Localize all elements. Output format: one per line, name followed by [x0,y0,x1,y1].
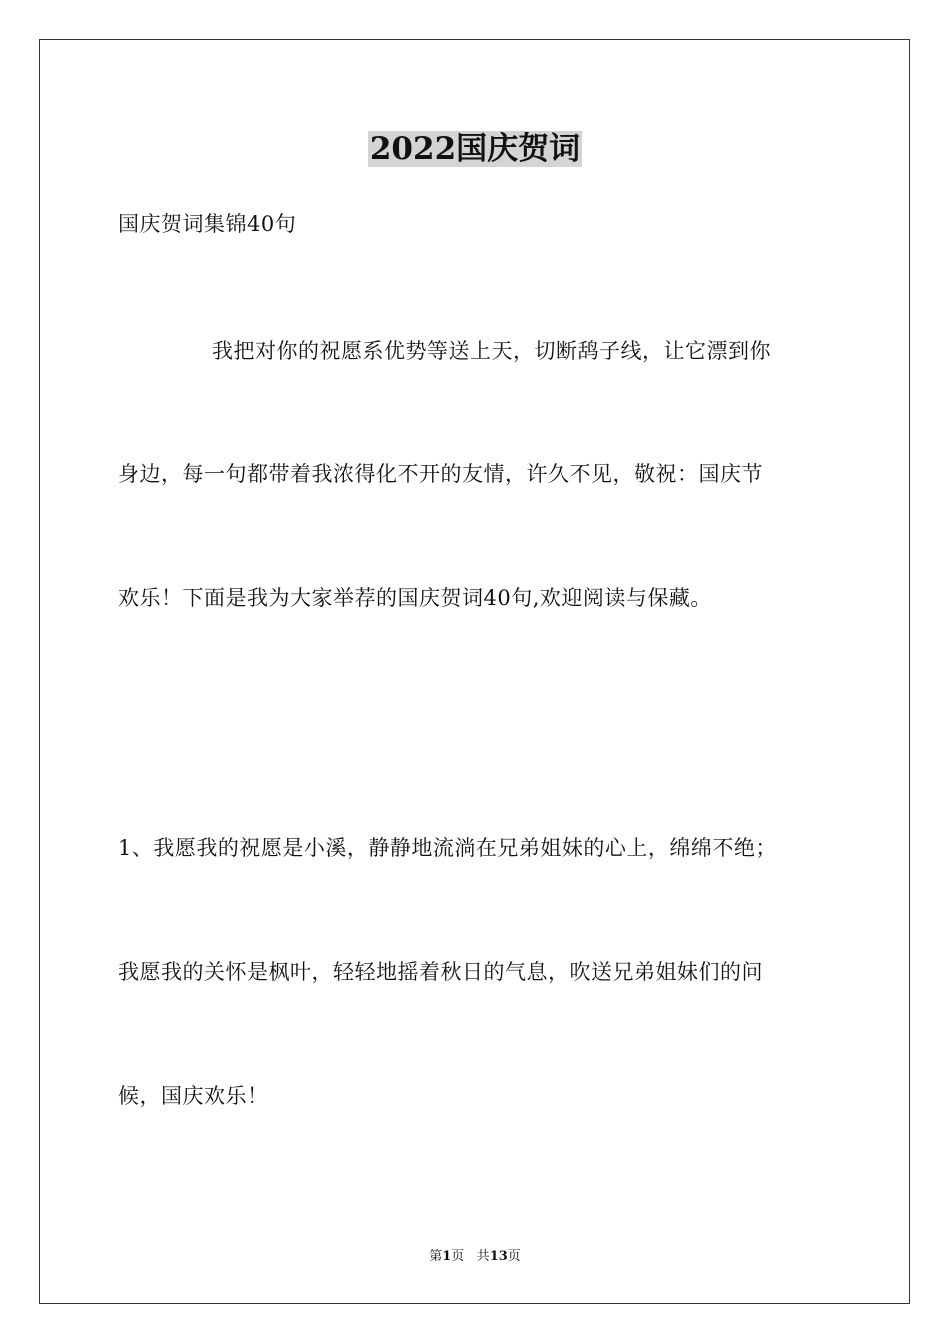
paragraph-2-line-1: 1、我愿我的祝愿是小溪，静静地流淌在兄弟姐妹的心上，绵绵不绝； [118,836,777,860]
footer-total-suffix: 页 [507,1249,521,1264]
document-title [0,128,950,170]
footer-page-prefix: 第 [429,1249,443,1264]
document-title-text: 2022国庆贺词 [369,131,581,167]
footer-total-prefix: 共 [476,1249,490,1264]
paragraph-1-line-3: 欢乐！下面是我为大家举荐的国庆贺词40句,欢迎阅读与保藏。 [118,586,712,610]
paragraph-2-line-2: 我愿我的关怀是枫叶，轻轻地摇着秋日的气息，吹送兄弟姐妹们的问 [118,960,763,984]
paragraph-1-line-1: 我把对你的祝愿系优势等送上天，切断鸹子线，让它漂到你 [212,339,771,363]
footer-page-number: 1 [442,1249,452,1264]
footer-total-pages: 13 [489,1249,508,1264]
document-subtitle: 国庆贺词集锦40句 [118,212,297,236]
footer-page-suffix: 页 [451,1249,465,1264]
paragraph-1-line-2: 身边，每一句都带着我浓得化不开的友情，许久不见，敬祝：国庆节 [118,462,763,486]
page-footer [0,1248,950,1266]
paragraph-2-line-3: 候，国庆欢乐！ [118,1084,269,1108]
